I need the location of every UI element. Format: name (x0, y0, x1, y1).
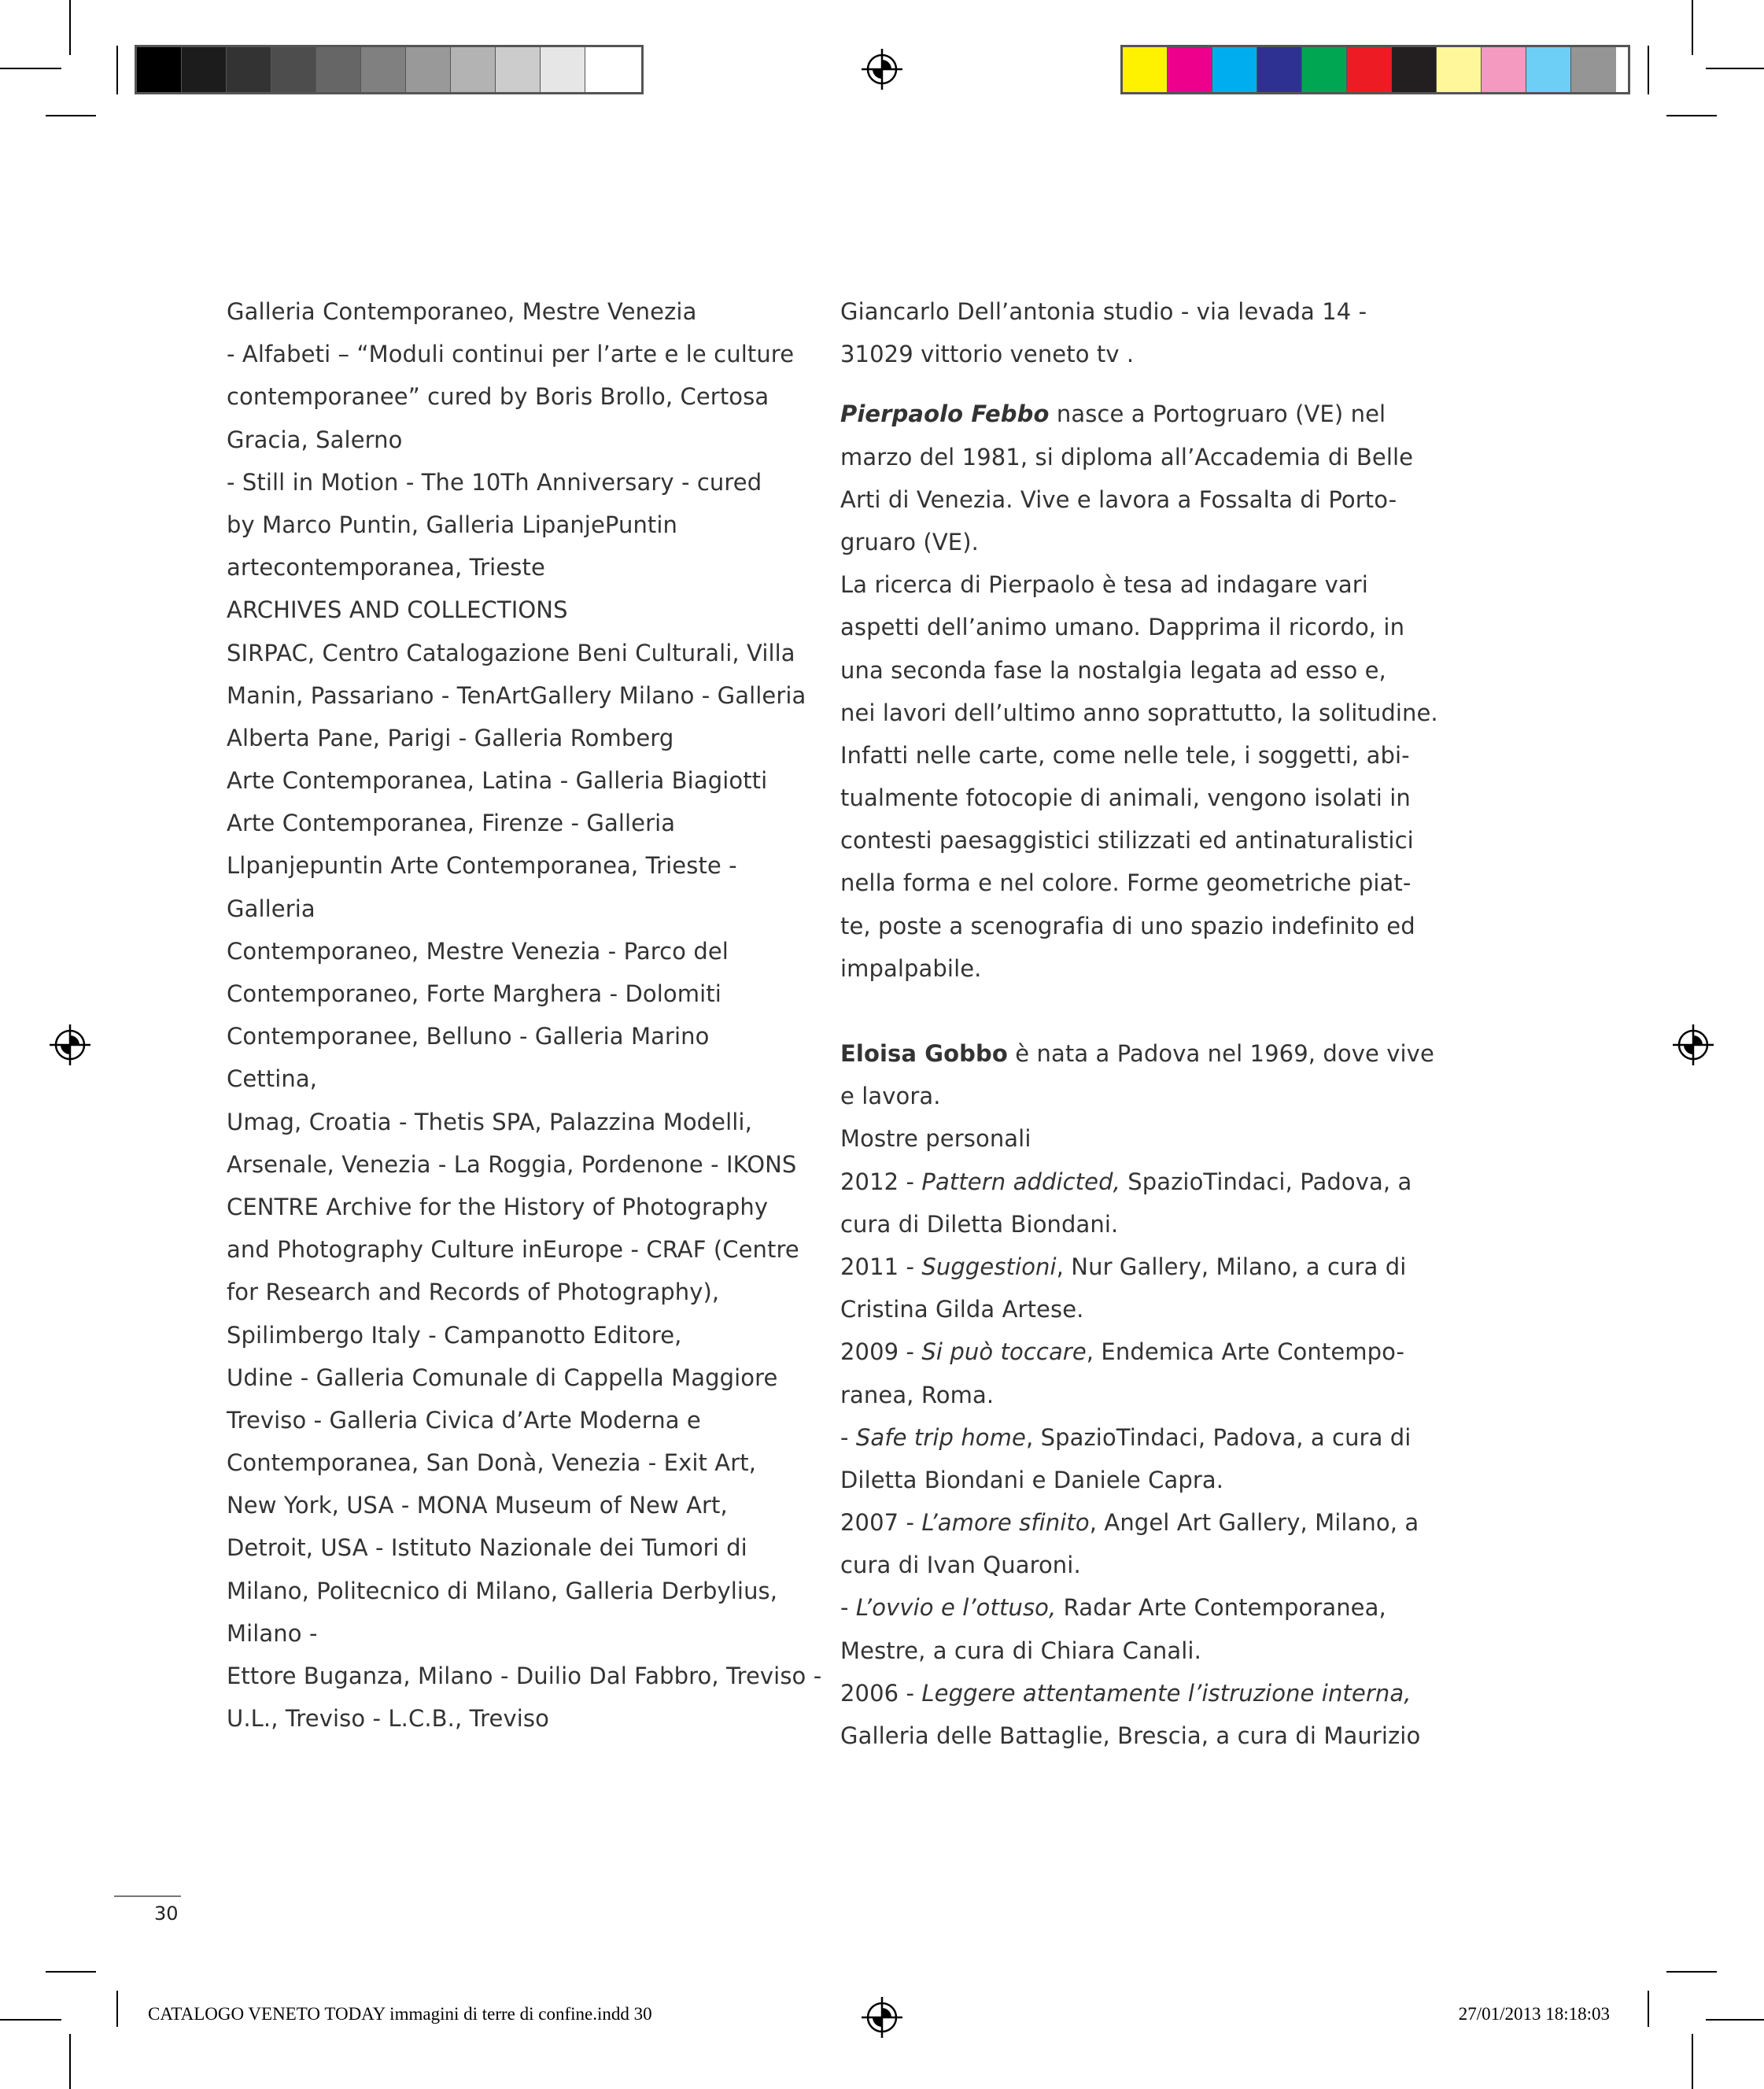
registration-mark-icon (862, 1997, 902, 2038)
text-run: Detroit, USA - Istituto Nazionale dei Tumori di (227, 1534, 747, 1562)
text-run: Mestre, a cura di Chiara Canali. (840, 1637, 1201, 1664)
crop-mark (0, 68, 61, 69)
color-swatch (541, 47, 585, 92)
text-line (227, 290, 817, 333)
text-line (840, 905, 1430, 947)
text-run: Cettina, (227, 1065, 318, 1093)
text-line (227, 1612, 817, 1655)
text-run: 2006 - (840, 1679, 922, 1707)
text-run: marzo del 1981, si diploma all’Accademia di Belle (840, 443, 1414, 471)
crop-mark (1648, 46, 1649, 94)
text-line (840, 1672, 1430, 1714)
text-run: Galleria (227, 895, 316, 922)
grayscale-color-bar (135, 45, 644, 94)
text-run: aspetti dell’animo umano. Dapprima il ricordo, in (840, 614, 1405, 641)
text-line (227, 1314, 817, 1356)
color-swatch (1526, 47, 1571, 92)
text-run: - (840, 1423, 856, 1451)
text-line (840, 1331, 1430, 1373)
text-run: Ettore Buganza, Milano - Duilio Dal Fabbro, Treviso - (227, 1663, 822, 1689)
color-swatch (1257, 47, 1302, 92)
crop-mark (116, 1991, 118, 2027)
text-line (840, 649, 1430, 692)
paragraph-gap (840, 990, 1430, 1032)
crop-mark (116, 46, 118, 94)
text-line (840, 1075, 1430, 1117)
text-run: Diletta Biondani e Daniele Capra. (840, 1466, 1224, 1493)
text-run: Arsenale, Venezia - La Roggia, Pordenone - IKONS (227, 1150, 797, 1178)
text-run: te, poste a scenografia di uno spazio indefinito ed (840, 912, 1415, 939)
text-run: ranea, Roma. (840, 1381, 995, 1408)
footer-filename: CATALOGO VENETO TODAY immagini di terre di confine.indd 30 (148, 2004, 652, 2024)
crop-mark (46, 115, 96, 116)
text-run: Leggere attentamente l’istruzione interna, (921, 1679, 1412, 1707)
text-run: Contemporanee, Belluno - Galleria Marino (227, 1023, 710, 1050)
text-run: Arte Contemporanea, Latina - Galleria Biagiotti (227, 767, 768, 795)
text-line (227, 1697, 817, 1740)
text-line (840, 436, 1430, 478)
text-run: CENTRE Archive for the History of Photography (227, 1193, 769, 1220)
text-line (227, 973, 817, 1015)
text-line (227, 802, 817, 844)
text-run: Contemporanea, San Donà, Venezia - Exit Art, (227, 1449, 757, 1477)
text-run: , Nur Gallery, Milano, a cura di (1056, 1253, 1407, 1280)
footer-timestamp: 27/01/2013 18:18:03 (1458, 2004, 1610, 2024)
text-run: Spilimbergo Italy - Campanotto Editore, (227, 1321, 682, 1349)
text-run: - (840, 1594, 856, 1622)
color-swatch (451, 47, 496, 92)
text-run: Galleria delle Battaglie, Brescia, a cura di Maurizio (840, 1722, 1421, 1749)
color-swatch (271, 47, 316, 92)
registration-mark-icon (50, 1024, 90, 1065)
crop-mark (1706, 2019, 1764, 2021)
text-line (840, 290, 1430, 333)
text-run: nasce a Portogruaro (VE) nel (1049, 400, 1386, 428)
text-line (227, 759, 817, 802)
crop-mark (0, 2019, 61, 2021)
text-run: , SpazioTindaci, Padova, a cura di (1025, 1423, 1412, 1451)
text-line (227, 1655, 822, 1697)
text-run: Suggestioni (921, 1253, 1057, 1280)
text-line (840, 393, 1430, 435)
text-line (227, 461, 817, 504)
text-line (840, 1629, 1430, 1672)
left-text-column (227, 290, 822, 1740)
text-line (840, 1459, 1430, 1501)
text-line (840, 777, 1430, 819)
text-run: è nata a Padova nel 1969, dove vive (1007, 1040, 1434, 1067)
color-swatch (1212, 47, 1257, 92)
crop-mark (69, 2034, 71, 2089)
color-swatch (1302, 47, 1347, 92)
text-line (227, 1186, 817, 1228)
text-run: by Marco Puntin, Galleria LipanjePuntin (227, 511, 678, 538)
text-run: U.L., Treviso - L.C.B., Treviso (227, 1705, 549, 1733)
color-swatch (182, 47, 227, 92)
text-line (840, 1586, 1430, 1629)
text-run: L’ovvio e l’ottuso, (855, 1594, 1057, 1622)
text-line (840, 692, 1438, 734)
crop-mark (69, 0, 71, 55)
text-line (227, 589, 817, 631)
text-line (227, 1057, 817, 1100)
color-swatch (1347, 47, 1392, 92)
text-run: , Endemica Arte Contempo- (1086, 1338, 1405, 1366)
text-run: ARCHIVES AND COLLECTIONS (227, 596, 568, 624)
text-run: Pattern addicted, (921, 1168, 1120, 1195)
text-run: Galleria Contemporaneo, Mestre Venezia (227, 298, 697, 325)
text-line (840, 563, 1430, 606)
registration-mark-icon (862, 49, 902, 90)
text-line (227, 1101, 817, 1143)
text-line (840, 819, 1430, 862)
text-run: SpazioTindaci, Padova, a (1120, 1168, 1412, 1195)
text-run: Udine - Galleria Comunale di Cappella Maggiore (227, 1364, 778, 1391)
text-run: cura di Diletta Biondani. (840, 1210, 1119, 1238)
crop-mark (46, 1971, 96, 1973)
text-line (227, 1271, 817, 1313)
text-run: Eloisa Gobbo (840, 1040, 1008, 1067)
registration-mark-icon (1673, 1024, 1714, 1065)
text-run: tualmente fotocopie di animali, vengono isolati in (840, 784, 1411, 812)
color-swatch (1168, 47, 1212, 92)
text-line (227, 1526, 817, 1569)
crop-mark (1666, 1971, 1717, 1973)
text-line (840, 862, 1430, 904)
text-line (840, 1117, 1430, 1160)
text-line (227, 375, 817, 418)
color-swatch (1437, 47, 1482, 92)
text-run: Si può toccare (921, 1338, 1087, 1366)
text-run: contesti paesaggistici stilizzati ed antinaturalistici (840, 827, 1414, 854)
text-line (227, 546, 817, 589)
text-run: 2009 - (840, 1338, 922, 1366)
text-line (227, 1228, 817, 1271)
text-run: and Photography Culture inEurope - CRAF (Centre (227, 1236, 799, 1264)
text-run: Contemporaneo, Mestre Venezia - Parco del (227, 937, 729, 965)
text-run: Radar Arte Contemporanea, (1056, 1594, 1386, 1622)
text-run: Umag, Croatia - Thetis SPA, Palazzina Modelli, (227, 1108, 752, 1135)
text-run: cura di Ivan Quaroni. (840, 1552, 1081, 1579)
text-line (227, 844, 817, 887)
color-swatch (227, 47, 271, 92)
text-line (227, 888, 817, 930)
crop-mark (1666, 115, 1717, 116)
text-run: 2007 - (840, 1509, 922, 1537)
text-run: for Research and Records of Photography), (227, 1279, 720, 1306)
text-run: nei lavori dell’ultimo anno soprattutto, la solitudine. (840, 699, 1438, 726)
text-line (227, 1143, 817, 1186)
text-run: SIRPAC, Centro Catalogazione Beni Culturali, Villa (227, 639, 795, 666)
color-swatch (361, 47, 406, 92)
text-line (227, 419, 817, 461)
text-line (840, 1246, 1430, 1288)
text-run: Pierpaolo Febbo (840, 400, 1050, 428)
text-run: Contemporaneo, Forte Marghera - Dolomiti (227, 980, 721, 1007)
text-line (840, 734, 1430, 777)
text-line (840, 1161, 1430, 1203)
text-line (227, 504, 817, 546)
text-line (840, 1416, 1430, 1459)
text-run: artecontemporanea, Trieste (227, 554, 545, 581)
text-line (227, 333, 817, 375)
text-line (227, 1015, 817, 1057)
text-run: Manin, Passariano - TenArtGallery Milano - Galleria (227, 681, 806, 709)
text-line (840, 1288, 1430, 1331)
text-run: New York, USA - MONA Museum of New Art, (227, 1492, 728, 1519)
text-line (840, 1714, 1430, 1757)
text-line (840, 606, 1430, 648)
text-line (840, 478, 1430, 521)
color-swatch (1392, 47, 1437, 92)
text-line (227, 1570, 817, 1612)
text-line (227, 717, 817, 759)
text-run: , Angel Art Gallery, Milano, a (1089, 1509, 1419, 1537)
color-swatch (585, 47, 630, 92)
color-swatch (1482, 47, 1526, 92)
text-run: L’amore sfinito (921, 1509, 1090, 1537)
right-text-column (840, 290, 1438, 1757)
color-swatch (496, 47, 541, 92)
text-run: contemporanee” cured by Boris Brollo, Certosa (227, 383, 769, 411)
text-line (840, 1032, 1434, 1075)
text-line (840, 1374, 1430, 1416)
color-swatch (1123, 47, 1168, 92)
text-run: impalpabile. (840, 954, 982, 982)
text-run: Milano, Politecnico di Milano, Galleria Derbylius, (227, 1577, 778, 1604)
page-number: 30 (154, 1903, 179, 1925)
text-run: Cristina Gilda Artese. (840, 1296, 1084, 1323)
text-line (840, 1544, 1430, 1586)
page-number-rule (114, 1895, 181, 1897)
text-run: La ricerca di Pierpaolo è tesa ad indagare vari (840, 571, 1368, 599)
text-run: Treviso - Galleria Civica d’Arte Moderna e (227, 1406, 701, 1434)
process-color-bar (1120, 45, 1630, 94)
text-run: Llpanjepuntin Arte Contemporanea, Trieste - (227, 852, 737, 880)
text-run: - Still in Motion - The 10Th Anniversary - cured (227, 468, 762, 496)
text-run: - Alfabeti – “Moduli continui per l’arte e le culture (227, 341, 795, 368)
text-line (840, 947, 1430, 990)
text-line (227, 1484, 817, 1526)
text-line (840, 333, 1430, 375)
text-line (227, 674, 817, 717)
crop-mark (1692, 0, 1693, 55)
crop-mark (1706, 68, 1764, 69)
paragraph-gap (840, 375, 1430, 393)
crop-mark (1648, 1991, 1649, 2027)
text-line (227, 930, 817, 973)
text-run: 31029 vittorio veneto tv . (840, 341, 1135, 368)
text-line (227, 632, 817, 674)
text-line (840, 1501, 1430, 1544)
text-run: Gracia, Salerno (227, 426, 403, 453)
text-run: Infatti nelle carte, come nelle tele, i soggetti, abi- (840, 741, 1410, 769)
text-run: 2012 - (840, 1168, 922, 1195)
text-run: una seconda fase la nostalgia legata ad esso e, (840, 656, 1386, 684)
text-run: Safe trip home (855, 1423, 1026, 1451)
text-line (227, 1356, 817, 1399)
text-run: Milano - (227, 1619, 318, 1647)
text-run: Arte Contemporanea, Firenze - Galleria (227, 810, 676, 837)
text-run: Giancarlo Dell’antonia studio - via levada 14 - (840, 298, 1367, 325)
text-run: Arti di Venezia. Vive e lavora a Fossalta di Porto- (840, 485, 1397, 513)
text-line (227, 1399, 817, 1441)
color-swatch (137, 47, 182, 92)
text-run: nella forma e nel colore. Forme geometriche piat- (840, 869, 1412, 897)
text-line (840, 1203, 1430, 1246)
color-swatch (406, 47, 451, 92)
text-run: e lavora. (840, 1083, 941, 1110)
text-run: gruaro (VE). (840, 528, 979, 555)
text-line (227, 1441, 817, 1484)
color-swatch (1571, 47, 1616, 92)
text-line (840, 521, 1430, 563)
text-run: Alberta Pane, Parigi - Galleria Romberg (227, 724, 674, 751)
color-swatch (316, 47, 361, 92)
crop-mark (1692, 2034, 1693, 2089)
text-run: 2011 - (840, 1253, 922, 1280)
text-run: Mostre personali (840, 1125, 1031, 1153)
